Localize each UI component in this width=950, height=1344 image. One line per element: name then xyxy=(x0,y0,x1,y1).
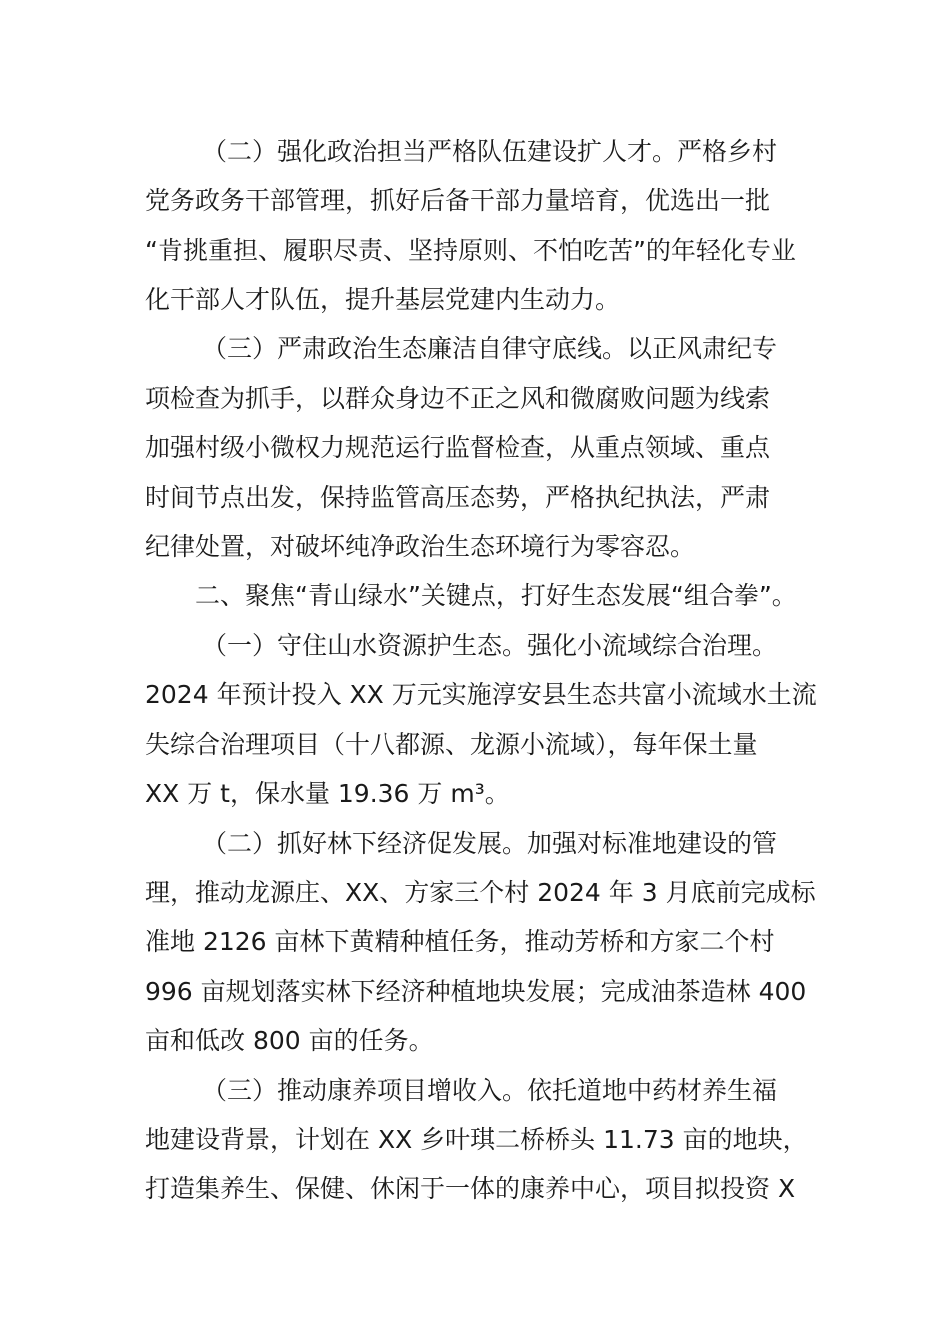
paragraph-line: 项检查为抓手，以群众身边不正之风和微腐败问题为线索 xyxy=(145,384,771,413)
section-two-heading: 二、聚焦“青山绿水”关键点，打好生态发展“组合拳”。 xyxy=(195,581,797,610)
section-2-3-heading-line: （三）严肃政治生态廉洁自律守底线。以正风肃纪专 xyxy=(202,334,778,363)
paragraph-line: “肯挑重担、履职尽责、坚持原则、不怕吃苦”的年轻化专业 xyxy=(145,236,796,265)
paragraph-line: 打造集养生、保健、休闲于一体的康养中心，项目拟投资 X xyxy=(145,1174,796,1203)
paragraph-line: 时间节点出发，保持监管高压态势，严格执纪执法，严肃 xyxy=(145,483,771,512)
paragraph-line: 理，推动龙源庄、XX、方家三个村 2024 年 3 月底前完成标 xyxy=(145,878,816,907)
paragraph-line: 党务政务干部管理，抓好后备干部力量培育，优选出一批 xyxy=(145,186,771,215)
paragraph-line: 准地 2126 亩林下黄精种植任务，推动芳桥和方家二个村 xyxy=(145,927,775,956)
paragraph-line: 纪律处置，对破坏纯净政治生态环境行为零容忍。 xyxy=(145,532,696,561)
section-two-3-heading-line: （三）推动康养项目增收入。依托道地中药材养生福 xyxy=(202,1076,778,1105)
paragraph-line: 亩和低改 800 亩的任务。 xyxy=(145,1026,434,1055)
paragraph-line: 失综合治理项目（十八都源、龙源小流域），每年保土量 xyxy=(145,730,758,759)
section-two-2-heading-line: （二）抓好林下经济促发展。加强对标准地建设的管 xyxy=(202,829,778,858)
paragraph-line: 996 亩规划落实林下经济种植地块发展；完成油茶造林 400 xyxy=(145,977,807,1006)
paragraph-line: 化干部人才队伍，提升基层党建内生动力。 xyxy=(145,285,621,314)
paragraph-line: 2024 年预计投入 XX 万元实施淳安县生态共富小流域水土流 xyxy=(145,680,817,709)
paragraph-line: XX 万 t，保水量 19.36 万 m³。 xyxy=(145,779,510,808)
section-two-1-heading-line: （一）守住山水资源护生态。强化小流域综合治理。 xyxy=(202,631,778,660)
section-2-2-heading-line: （二）强化政治担当严格队伍建设扩人才。严格乡村 xyxy=(202,137,778,166)
paragraph-line: 地建设背景，计划在 XX 乡叶琪二桥桥头 11.73 亩的地块， xyxy=(145,1125,808,1154)
paragraph-line: 加强村级小微权力规范运行监督检查，从重点领域、重点 xyxy=(145,433,771,462)
